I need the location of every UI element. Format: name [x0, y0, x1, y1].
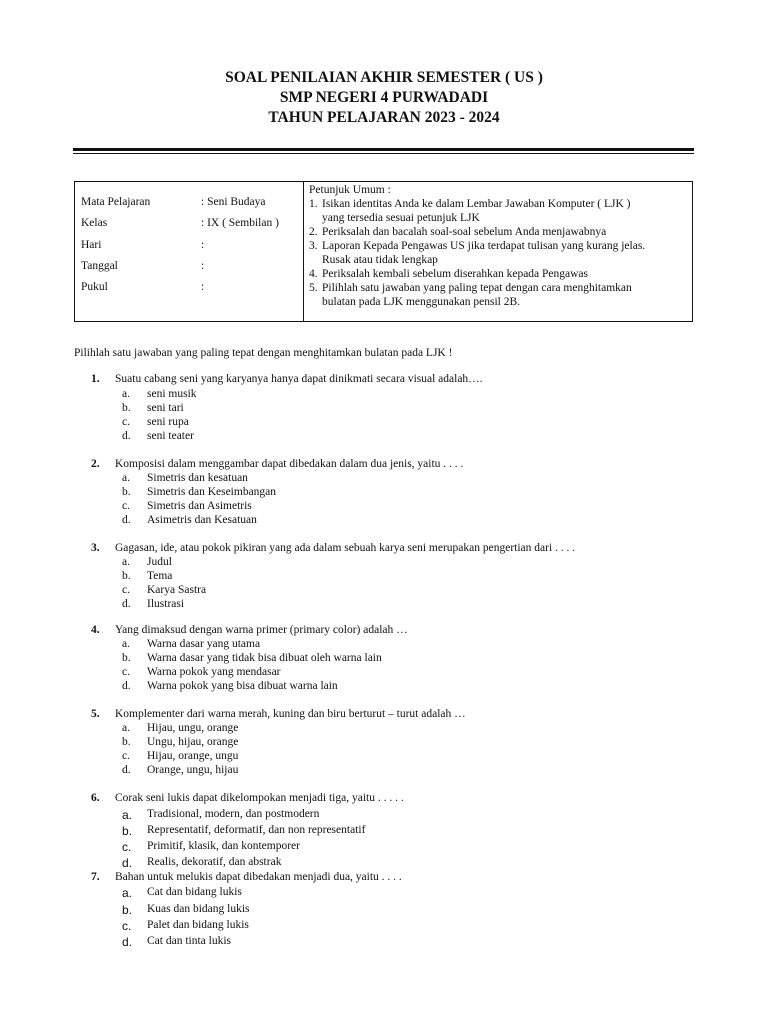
option-text: Cat dan tinta lukis	[147, 935, 232, 947]
petunjuk-num: 4.	[309, 268, 318, 280]
option-letter: d.	[122, 856, 133, 870]
option-text: Primitif, klasik, dan kontemporer	[147, 840, 300, 852]
petunjuk-line: Isikan identitas Anda ke dalam Lembar Jawaban Komputer ( LJK )	[322, 198, 631, 210]
petunjuk-line: bulatan pada LJK menggunakan pensil 2B.	[322, 296, 521, 308]
option-text: Tema	[147, 570, 173, 582]
option-letter: c.	[122, 750, 130, 762]
option-text: Hijau, ungu, orange	[147, 722, 239, 734]
option-letter: a.	[122, 638, 130, 650]
info-label: Mata Pelajaran	[81, 196, 151, 208]
option-text: Realis, dekoratif, dan abstrak	[147, 856, 282, 868]
header-title: SOAL PENILAIAN AKHIR SEMESTER ( US )	[225, 69, 543, 86]
option-text: Simetris dan Keseimbangan	[147, 486, 277, 498]
option-text: seni teater	[147, 430, 194, 442]
option-letter: d.	[122, 598, 131, 610]
option-text: Representatif, deformatif, dan non representatif	[147, 824, 366, 836]
question-text: Bahan untuk melukis dapat dibedakan menjadi dua, yaitu . . . .	[115, 871, 402, 883]
info-label: Tanggal	[81, 260, 118, 272]
petunjuk-list	[309, 197, 694, 309]
info-value: :	[201, 281, 205, 293]
question-number: 1.	[91, 373, 100, 385]
question-number: 7.	[91, 871, 100, 883]
option-text: Asimetris dan Kesatuan	[147, 514, 257, 526]
info-value: : IX ( Sembilan )	[201, 217, 279, 229]
option-letter: d.	[122, 764, 131, 776]
option-letter: c.	[122, 416, 130, 428]
option-text: seni tari	[147, 402, 184, 414]
option-letter: d.	[122, 935, 133, 949]
question-text: Suatu cabang seni yang karyanya hanya dapat dinikmati secara visual adalah….	[115, 373, 483, 385]
question-number: 5.	[91, 708, 100, 720]
option-letter: a.	[122, 886, 133, 900]
header-school: SMP NEGERI 4 PURWADADI	[279, 89, 489, 106]
question-text: Gagasan, ide, atau pokok pikiran yang ada dalam sebuah karya seni merupakan pengertian dari . . . .	[115, 542, 576, 554]
petunjuk-line: yang tersedia sesuai petunjuk LJK	[322, 212, 480, 224]
option-letter: d.	[122, 680, 131, 692]
option-letter: a.	[122, 722, 130, 734]
option-text: Judul	[147, 556, 172, 568]
option-letter: b.	[122, 824, 133, 838]
option-letter: b.	[122, 570, 131, 582]
option-letter: c.	[122, 666, 130, 678]
option-letter: b.	[122, 652, 131, 664]
general-instruction: Pilihlah satu jawaban yang paling tepat dengan menghitamkan bulatan pada LJK !	[74, 347, 453, 359]
header-year: TAHUN PELAJARAN 2023 - 2024	[268, 109, 500, 126]
option-letter: b.	[122, 736, 131, 748]
option-text: Simetris dan Asimetris	[147, 500, 252, 512]
petunjuk-num: 2.	[309, 226, 318, 238]
header-rule-thin	[73, 153, 694, 154]
header-rule-thick	[73, 148, 694, 151]
petunjuk-line: Periksalah dan bacalah soal-soal sebelum Anda menjawabnya	[322, 226, 607, 238]
question-text: Komplementer dari warna merah, kuning dan biru berturut – turut adalah …	[115, 708, 466, 720]
option-letter: c.	[122, 840, 132, 854]
option-text: Warna pokok yang mendasar	[147, 666, 281, 678]
info-row-tanggal	[81, 260, 301, 276]
petunjuk-panel	[309, 183, 694, 309]
option-text: Warna pokok yang bisa dibuat warna lain	[147, 680, 338, 692]
option-letter: a.	[122, 556, 130, 568]
option-text: Cat dan bidang lukis	[147, 886, 242, 898]
option-text: Orange, ungu, hijau	[147, 764, 239, 776]
option-text: seni musik	[147, 388, 197, 400]
petunjuk-title: Petunjuk Umum :	[309, 184, 391, 196]
option-letter: c.	[122, 919, 132, 933]
identity-panel	[75, 182, 304, 321]
option-letter: c.	[122, 584, 130, 596]
info-label: Kelas	[81, 217, 108, 229]
question-text: Corak seni lukis dapat dikelompokan menjadi tiga, yaitu . . . . .	[115, 792, 404, 804]
option-letter: d.	[122, 430, 131, 442]
petunjuk-num: 3.	[309, 240, 318, 252]
document-header	[0, 68, 768, 128]
info-box	[74, 181, 693, 322]
petunjuk-num: 1.	[309, 198, 318, 210]
petunjuk-item	[309, 281, 694, 309]
option-text: Karya Sastra	[147, 584, 207, 596]
option-text: Hijau, orange, ungu	[147, 750, 239, 762]
option-text: Ungu, hijau, orange	[147, 736, 239, 748]
info-value: : Seni Budaya	[201, 196, 266, 208]
info-row-kelas	[81, 217, 301, 233]
info-value: :	[201, 239, 205, 251]
option-text: Ilustrasi	[147, 598, 185, 610]
info-label: Pukul	[81, 281, 108, 293]
petunjuk-item	[309, 225, 694, 239]
petunjuk-num: 5.	[309, 282, 318, 294]
info-row-mata-pelajaran	[81, 196, 301, 212]
option-letter: b.	[122, 903, 133, 917]
question-text: Yang dimaksud dengan warna primer (primary color) adalah …	[115, 624, 408, 636]
option-letter: c.	[122, 500, 130, 512]
question-number: 6.	[91, 792, 100, 804]
petunjuk-line: Rusak atau tidak lengkap	[322, 254, 438, 266]
option-text: seni rupa	[147, 416, 189, 428]
info-value: :	[201, 260, 205, 272]
option-letter: b.	[122, 486, 131, 498]
option-letter: b.	[122, 402, 131, 414]
petunjuk-item	[309, 239, 694, 267]
option-text: Tradisional, modern, dan postmodern	[147, 808, 320, 820]
petunjuk-item	[309, 267, 694, 281]
option-text: Kuas dan bidang lukis	[147, 903, 250, 915]
option-text: Warna dasar yang utama	[147, 638, 261, 650]
info-row-hari	[81, 239, 301, 255]
petunjuk-line: Pilihlah satu jawaban yang paling tepat dengan cara menghitamkan	[322, 282, 632, 294]
question-number: 3.	[91, 542, 100, 554]
option-text: Palet dan bidang lukis	[147, 919, 249, 931]
question-number: 2.	[91, 458, 100, 470]
question-text: Komposisi dalam menggambar dapat dibedakan dalam dua jenis, yaitu . . . .	[115, 458, 464, 470]
question-number: 4.	[91, 624, 100, 636]
option-letter: a.	[122, 808, 133, 822]
info-row-pukul	[81, 281, 301, 297]
option-letter: d.	[122, 514, 131, 526]
petunjuk-line: Periksalah kembali sebelum diserahkan kepada Pengawas	[322, 268, 589, 280]
option-text: Warna dasar yang tidak bisa dibuat oleh warna lain	[147, 652, 382, 664]
petunjuk-item	[309, 197, 694, 225]
option-letter: a.	[122, 388, 130, 400]
option-text: Simetris dan kesatuan	[147, 472, 248, 484]
option-letter: a.	[122, 472, 130, 484]
petunjuk-line: Laporan Kepada Pengawas US jika terdapat tulisan yang kurang jelas.	[322, 240, 646, 252]
info-label: Hari	[81, 239, 102, 251]
